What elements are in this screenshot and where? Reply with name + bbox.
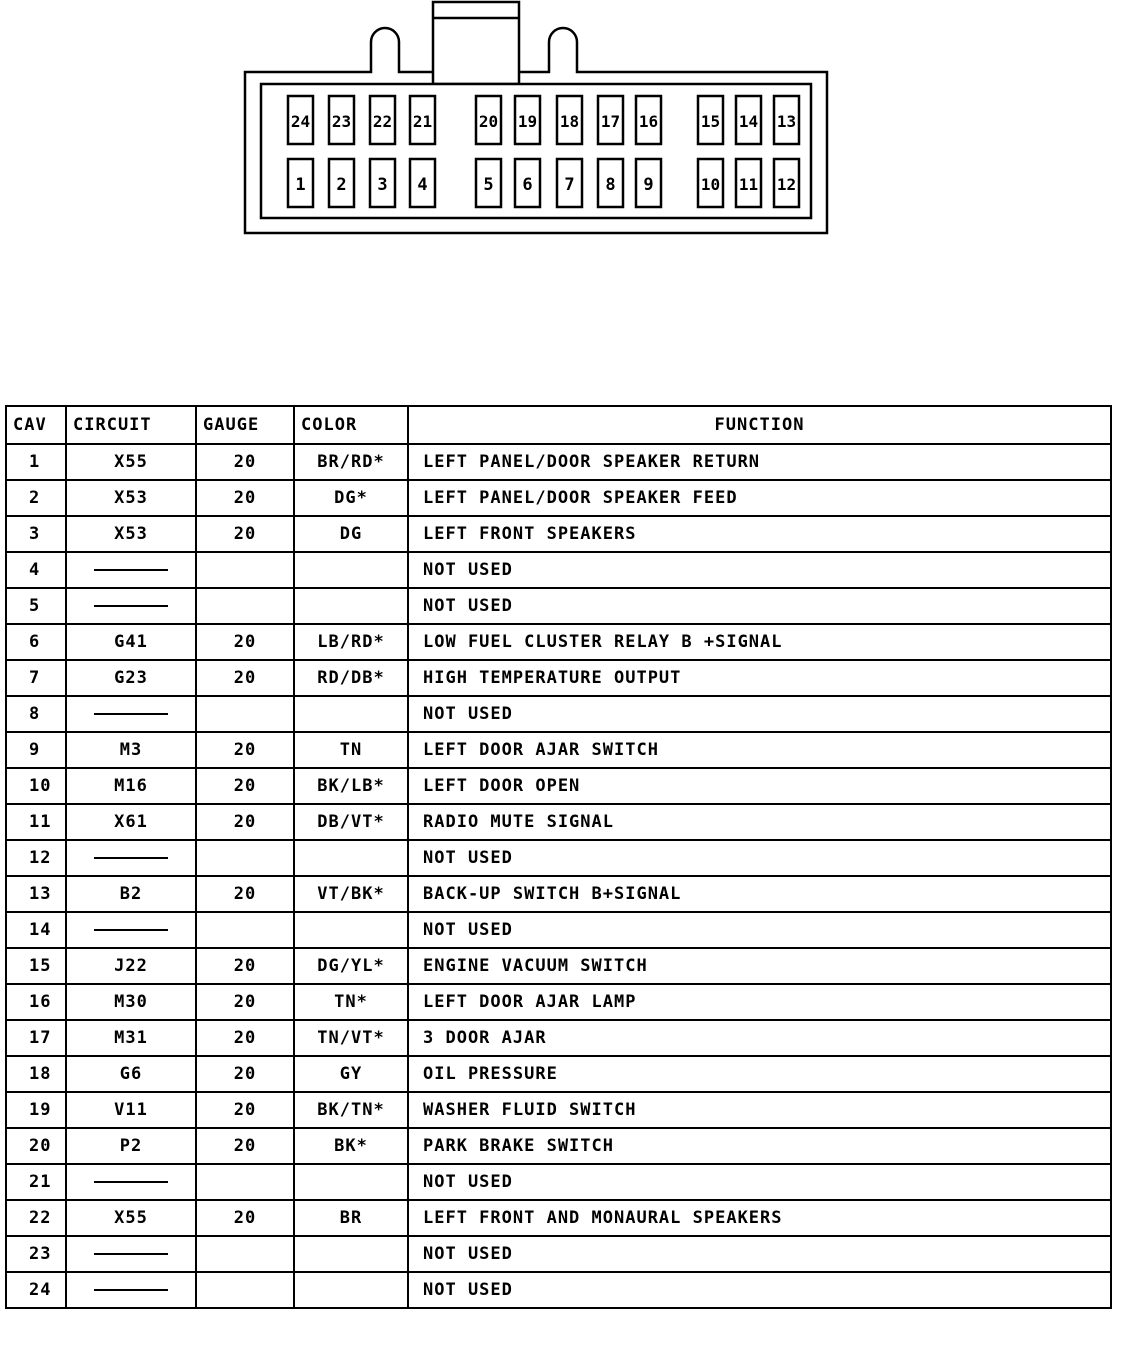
cell-color: GY — [294, 1056, 408, 1092]
pin-label: 5 — [483, 175, 494, 195]
cell-function: NOT USED — [408, 840, 1111, 876]
cell-color: BK* — [294, 1128, 408, 1164]
header-gauge: GAUGE — [196, 406, 294, 444]
pin-1 — [288, 159, 313, 207]
cell-gauge: 20 — [196, 1020, 294, 1056]
pin-13 — [774, 96, 799, 144]
pin-label: 18 — [559, 112, 580, 131]
cell-function: LEFT PANEL/DOOR SPEAKER FEED — [408, 480, 1111, 516]
cell-cav: 8 — [6, 696, 66, 732]
connector-face-diagram — [0, 0, 1136, 300]
cell-color — [294, 912, 408, 948]
cell-function: LEFT FRONT SPEAKERS — [408, 516, 1111, 552]
pin-label: 21 — [412, 112, 433, 131]
table-header-row — [6, 406, 1111, 444]
cell-circuit: G6 — [66, 1056, 196, 1092]
cell-function: LEFT DOOR OPEN — [408, 768, 1111, 804]
pin-5 — [476, 159, 501, 207]
cell-circuit: V11 — [66, 1092, 196, 1128]
cell-gauge — [196, 696, 294, 732]
cell-cav: 11 — [6, 804, 66, 840]
pin-15 — [698, 96, 723, 144]
pin-8 — [598, 159, 623, 207]
pin-label: 15 — [700, 112, 721, 131]
pin-label: 12 — [776, 175, 797, 194]
cell-gauge: 20 — [196, 516, 294, 552]
pin-label: 8 — [605, 175, 616, 195]
pin-2 — [329, 159, 354, 207]
cell-function: NOT USED — [408, 552, 1111, 588]
cell-gauge — [196, 588, 294, 624]
pin-17 — [598, 96, 623, 144]
cell-circuit — [66, 696, 196, 732]
cell-function: NOT USED — [408, 696, 1111, 732]
cell-gauge: 20 — [196, 624, 294, 660]
cell-circuit: X61 — [66, 804, 196, 840]
cell-circuit — [66, 1272, 196, 1308]
cell-cav: 3 — [6, 516, 66, 552]
cell-color: DG/YL* — [294, 948, 408, 984]
cell-cav: 16 — [6, 984, 66, 1020]
cell-color — [294, 552, 408, 588]
cell-cav: 17 — [6, 1020, 66, 1056]
pin-label: 16 — [638, 112, 659, 131]
cell-function: NOT USED — [408, 912, 1111, 948]
pinout-table — [5, 405, 1112, 1309]
cell-color: BR/RD* — [294, 444, 408, 480]
cell-color: TN — [294, 732, 408, 768]
cell-function: LEFT FRONT AND MONAURAL SPEAKERS — [408, 1200, 1111, 1236]
cell-cav: 10 — [6, 768, 66, 804]
cell-circuit: X55 — [66, 1200, 196, 1236]
cell-gauge: 20 — [196, 1092, 294, 1128]
cell-color: BK/LB* — [294, 768, 408, 804]
table-row — [6, 804, 1111, 840]
pin-label: 1 — [295, 175, 306, 195]
cell-gauge: 20 — [196, 1056, 294, 1092]
cell-cav: 19 — [6, 1092, 66, 1128]
pin-18 — [557, 96, 582, 144]
pin-7 — [557, 159, 582, 207]
cell-function: PARK BRAKE SWITCH — [408, 1128, 1111, 1164]
unused-dash-line — [94, 1289, 168, 1291]
cell-function: NOT USED — [408, 1236, 1111, 1272]
unused-dash-line — [94, 929, 168, 931]
cell-circuit: B2 — [66, 876, 196, 912]
cell-cav: 2 — [6, 480, 66, 516]
table-row — [6, 912, 1111, 948]
pin-label: 6 — [522, 175, 533, 195]
cell-cav: 12 — [6, 840, 66, 876]
cell-function: ENGINE VACUUM SWITCH — [408, 948, 1111, 984]
cell-cav: 22 — [6, 1200, 66, 1236]
cell-cav: 20 — [6, 1128, 66, 1164]
cell-circuit: P2 — [66, 1128, 196, 1164]
table-row — [6, 876, 1111, 912]
unused-dash-line — [94, 569, 168, 571]
pin-label: 23 — [331, 112, 352, 131]
pin-label: 10 — [700, 175, 721, 194]
cell-function: NOT USED — [408, 1272, 1111, 1308]
pin-24 — [288, 96, 313, 144]
cell-color: VT/BK* — [294, 876, 408, 912]
pin-label: 22 — [372, 112, 393, 131]
table-row — [6, 696, 1111, 732]
table-row — [6, 768, 1111, 804]
cell-color: BK/TN* — [294, 1092, 408, 1128]
table-row — [6, 480, 1111, 516]
cell-cav: 14 — [6, 912, 66, 948]
pin-16 — [636, 96, 661, 144]
cell-gauge — [196, 1164, 294, 1200]
cell-gauge: 20 — [196, 1128, 294, 1164]
cell-cav: 23 — [6, 1236, 66, 1272]
pin-label: 2 — [336, 175, 347, 195]
cell-function: BACK-UP SWITCH B+SIGNAL — [408, 876, 1111, 912]
cell-gauge: 20 — [196, 660, 294, 696]
cell-gauge: 20 — [196, 984, 294, 1020]
cell-color: TN/VT* — [294, 1020, 408, 1056]
cell-color: LB/RD* — [294, 624, 408, 660]
cell-circuit — [66, 1164, 196, 1200]
cell-gauge — [196, 552, 294, 588]
cell-gauge: 20 — [196, 480, 294, 516]
cell-cav: 15 — [6, 948, 66, 984]
cell-circuit: G41 — [66, 624, 196, 660]
pin-label: 17 — [600, 112, 621, 131]
table-row — [6, 840, 1111, 876]
unused-dash-line — [94, 1181, 168, 1183]
table-row — [6, 516, 1111, 552]
cell-circuit: X55 — [66, 444, 196, 480]
cell-function: LOW FUEL CLUSTER RELAY B +SIGNAL — [408, 624, 1111, 660]
cell-color — [294, 588, 408, 624]
pin-12 — [774, 159, 799, 207]
pin-label: 4 — [417, 175, 428, 195]
cell-circuit — [66, 552, 196, 588]
cell-gauge — [196, 840, 294, 876]
table-row — [6, 1056, 1111, 1092]
table-row — [6, 624, 1111, 660]
cell-color: TN* — [294, 984, 408, 1020]
pin-label: 19 — [517, 112, 538, 131]
pin-19 — [515, 96, 540, 144]
table-row — [6, 1128, 1111, 1164]
cell-function: 3 DOOR AJAR — [408, 1020, 1111, 1056]
connector-lock-tab — [433, 2, 519, 84]
cell-function: LEFT DOOR AJAR LAMP — [408, 984, 1111, 1020]
unused-dash-line — [94, 713, 168, 715]
table-row — [6, 1272, 1111, 1308]
table-row — [6, 588, 1111, 624]
pin-21 — [410, 96, 435, 144]
cell-gauge: 20 — [196, 444, 294, 480]
cell-color: DG* — [294, 480, 408, 516]
table-row — [6, 1092, 1111, 1128]
pin-label: 11 — [738, 175, 759, 194]
cell-circuit: J22 — [66, 948, 196, 984]
cell-function: NOT USED — [408, 588, 1111, 624]
pin-6 — [515, 159, 540, 207]
cell-circuit — [66, 840, 196, 876]
pin-label: 24 — [290, 112, 311, 131]
table-row — [6, 1164, 1111, 1200]
unused-dash-line — [94, 857, 168, 859]
cell-circuit: M16 — [66, 768, 196, 804]
table-row — [6, 1020, 1111, 1056]
cell-gauge — [196, 1236, 294, 1272]
cell-color — [294, 1236, 408, 1272]
cell-circuit: G23 — [66, 660, 196, 696]
header-cav: CAV — [6, 406, 66, 444]
cell-function: LEFT DOOR AJAR SWITCH — [408, 732, 1111, 768]
cell-cav: 13 — [6, 876, 66, 912]
pin-22 — [370, 96, 395, 144]
cell-circuit — [66, 1236, 196, 1272]
cell-cav: 9 — [6, 732, 66, 768]
cell-gauge: 20 — [196, 768, 294, 804]
table-row — [6, 1200, 1111, 1236]
table-row — [6, 660, 1111, 696]
cell-color — [294, 1164, 408, 1200]
cell-gauge: 20 — [196, 804, 294, 840]
unused-dash-line — [94, 1253, 168, 1255]
cell-function: NOT USED — [408, 1164, 1111, 1200]
header-color: COLOR — [294, 406, 408, 444]
pin-14 — [736, 96, 761, 144]
cell-color: DG — [294, 516, 408, 552]
pin-9 — [636, 159, 661, 207]
cell-gauge — [196, 1272, 294, 1308]
cell-function: HIGH TEMPERATURE OUTPUT — [408, 660, 1111, 696]
cell-function: LEFT PANEL/DOOR SPEAKER RETURN — [408, 444, 1111, 480]
cell-color — [294, 1272, 408, 1308]
cell-cav: 6 — [6, 624, 66, 660]
cell-cav: 1 — [6, 444, 66, 480]
cell-cav: 5 — [6, 588, 66, 624]
cell-color: DB/VT* — [294, 804, 408, 840]
cell-gauge: 20 — [196, 876, 294, 912]
table-row — [6, 984, 1111, 1020]
cell-cav: 24 — [6, 1272, 66, 1308]
pin-label: 9 — [643, 175, 654, 195]
cell-circuit: M31 — [66, 1020, 196, 1056]
cell-color — [294, 696, 408, 732]
cell-circuit: M30 — [66, 984, 196, 1020]
pin-label: 7 — [564, 175, 575, 195]
table-row — [6, 1236, 1111, 1272]
pin-4 — [410, 159, 435, 207]
pin-label: 20 — [478, 112, 499, 131]
cell-cav: 18 — [6, 1056, 66, 1092]
cell-color — [294, 840, 408, 876]
table-row — [6, 552, 1111, 588]
cell-circuit: X53 — [66, 516, 196, 552]
pin-23 — [329, 96, 354, 144]
cell-gauge: 20 — [196, 948, 294, 984]
cell-gauge: 20 — [196, 1200, 294, 1236]
cell-function: WASHER FLUID SWITCH — [408, 1092, 1111, 1128]
cell-color: BR — [294, 1200, 408, 1236]
unused-dash-line — [94, 605, 168, 607]
pin-label: 13 — [776, 112, 797, 131]
cell-color: RD/DB* — [294, 660, 408, 696]
cell-gauge — [196, 912, 294, 948]
cell-circuit: X53 — [66, 480, 196, 516]
cell-gauge: 20 — [196, 732, 294, 768]
cell-cav: 4 — [6, 552, 66, 588]
pin-label: 3 — [377, 175, 388, 195]
table-row — [6, 732, 1111, 768]
cell-circuit: M3 — [66, 732, 196, 768]
table-row — [6, 444, 1111, 480]
pin-11 — [736, 159, 761, 207]
pin-20 — [476, 96, 501, 144]
header-circuit: CIRCUIT — [66, 406, 196, 444]
table-row — [6, 948, 1111, 984]
header-function: FUNCTION — [408, 406, 1111, 444]
cell-function: OIL PRESSURE — [408, 1056, 1111, 1092]
cell-function: RADIO MUTE SIGNAL — [408, 804, 1111, 840]
pin-3 — [370, 159, 395, 207]
cell-circuit — [66, 912, 196, 948]
pin-label: 14 — [738, 112, 759, 131]
cell-circuit — [66, 588, 196, 624]
pin-10 — [698, 159, 723, 207]
cell-cav: 7 — [6, 660, 66, 696]
cell-cav: 21 — [6, 1164, 66, 1200]
